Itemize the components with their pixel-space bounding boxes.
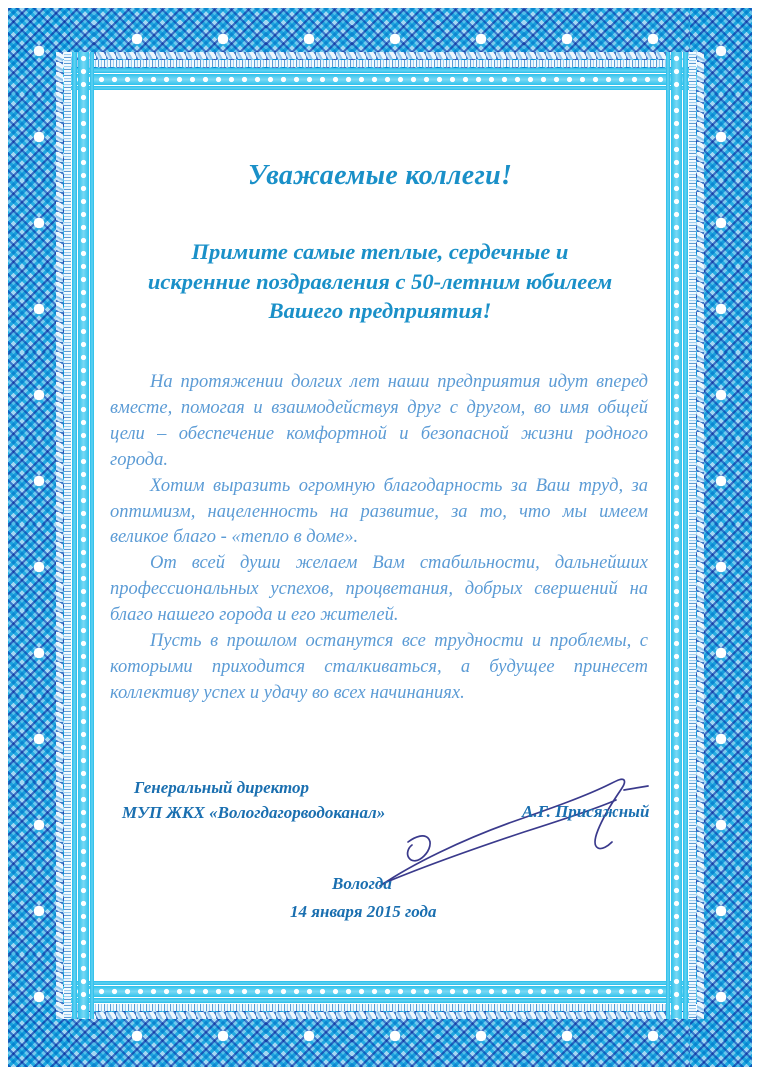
paragraph-4: Пусть в прошлом останутся все трудности и проблемы, с которыми приходится сталкиваться, а будущее принесет коллективу успех и удачу во всех начинаниях. — [110, 630, 648, 703]
salutation: Уважаемые коллеги! — [247, 160, 513, 191]
border-band-right — [690, 8, 752, 1067]
inner-stripe-solid-right — [683, 52, 688, 1019]
inner-stripe-fine-bottom — [56, 1004, 704, 1011]
inner-stripe-rope-right — [697, 52, 704, 1019]
subheading — [96, 237, 664, 326]
inner-stripe-fine-right — [689, 52, 696, 1019]
inner-stripe-fine-left — [64, 52, 71, 1019]
signer-role-line-1: Генеральный директор — [134, 778, 310, 797]
inner-stripe-solid2-top — [56, 86, 704, 90]
signer-role-line-2: МУП ЖКХ «Вологдагорводоканал» — [122, 802, 386, 822]
inner-stripe-solid-left — [72, 52, 77, 1019]
signer-name: А.Г. Присяжный — [522, 802, 650, 821]
letter-content — [96, 104, 664, 966]
signature-date: 14 января 2015 года — [290, 902, 437, 921]
inner-stripe-rope-bottom — [56, 1012, 704, 1019]
inner-stripe-bead-bottom — [56, 986, 704, 997]
inner-stripe-rope-top — [56, 52, 704, 59]
signature-block — [122, 776, 654, 946]
border-band-bottom — [8, 1005, 752, 1067]
border-band-left — [8, 8, 70, 1067]
paragraph-3: От всей души желаем Вам стабильности, дальнейших профессиональных успехов, процветания, добрых свершений на благо нашего города и его жителей. — [110, 553, 648, 626]
inner-stripe-bead-left — [78, 52, 89, 1019]
inner-stripe-rope-left — [56, 52, 63, 1019]
inner-stripe-fine-top — [56, 60, 704, 67]
inner-stripe-solid2-left — [90, 52, 94, 1019]
paragraph-1: На протяжении долгих лет наши предприятия идут вперед вместе, помогая и взаимодействуя друг с другом, во имя общей цели – обеспечение комфортной и безопасной жизни родного города. — [110, 372, 648, 470]
body-text — [96, 370, 664, 707]
inner-stripe-solid-top — [56, 68, 704, 73]
paragraph-2: Хотим выразить огромную благодарность за Ваш труд, за оптимизм, нацеленность на развитие, за то, что мы имеем великое благо - «тепло в доме». — [110, 475, 648, 548]
signature-stroke-icon — [372, 768, 682, 898]
signature-city: Вологда — [332, 874, 392, 893]
inner-stripe-bead-top — [56, 74, 704, 85]
subheading-line-2: искренние поздравления с 50-летним юбилеем — [147, 268, 613, 294]
inner-stripe-solid2-bottom — [56, 981, 704, 985]
subheading-line-1: Примите самые теплые, сердечные и — [191, 239, 569, 264]
subheading-line-3: Вашего предприятия! — [268, 298, 492, 324]
inner-stripe-solid-bottom — [56, 998, 704, 1003]
border-band-top — [8, 8, 752, 70]
